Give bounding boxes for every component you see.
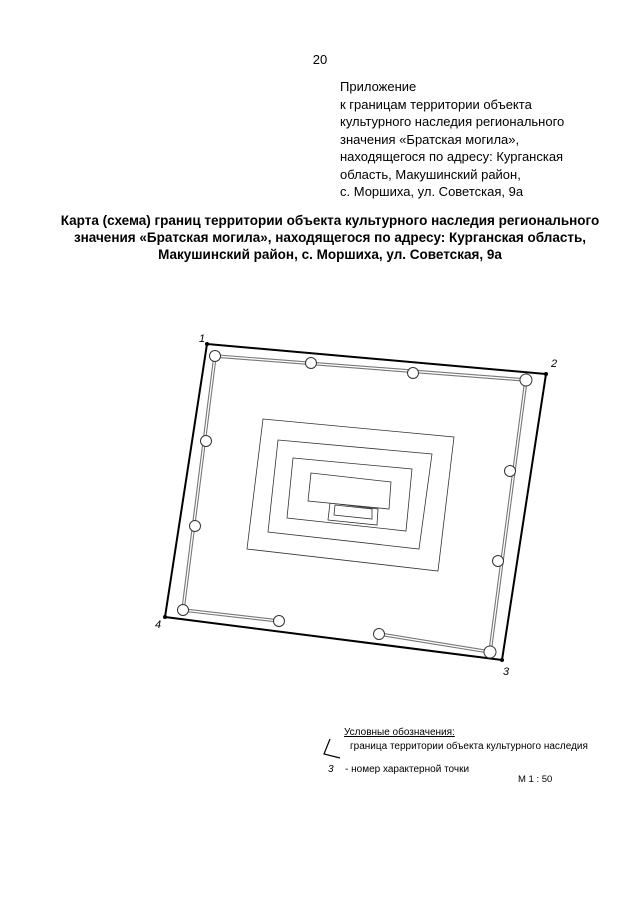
point-label-4: 4 — [155, 619, 162, 631]
appendix-line: культурного наследия регионального — [340, 114, 565, 129]
appendix-line: находящегося по адресу: Курганская — [340, 149, 564, 164]
monument-outline — [247, 419, 454, 571]
point-label-3: 3 — [503, 666, 510, 678]
legend-boundary-label: граница территории объекта культурного наследия — [350, 741, 588, 752]
vertex-2 — [544, 372, 548, 376]
vertex-1 — [205, 342, 209, 346]
legend-point-label: - номер характерной точки — [345, 764, 470, 775]
map-scale: М 1 : 50 — [518, 774, 553, 785]
vertex-4 — [163, 615, 167, 619]
appendix-line: с. Моршиха, ул. Советская, 9а — [340, 184, 524, 199]
vertex-3 — [500, 658, 504, 662]
page-number: 20 — [312, 52, 328, 67]
appendix-line: область, Макушинский район, — [340, 166, 521, 182]
legend-point-example: 3 — [328, 764, 334, 775]
point-label-1: 1 — [199, 333, 206, 345]
point-label-2: 2 — [551, 358, 558, 370]
appendix-line: к границам территории объекта — [340, 96, 532, 112]
title-line: Макушинский район, с. Моршиха, ул. Советская, 9а — [158, 247, 502, 262]
legend-title: Условные обозначения: — [344, 727, 455, 738]
legend-boundary-symbol — [324, 739, 340, 758]
title-line: Карта (схема) границ территории объекта культурного наследия регионального — [60, 213, 600, 228]
title-line: значения «Братская могила», находящегося по адресу: Курганская область, — [73, 230, 587, 245]
appendix-line: значения «Братская могила», — [340, 131, 520, 147]
appendix-line: Приложение — [340, 79, 417, 94]
